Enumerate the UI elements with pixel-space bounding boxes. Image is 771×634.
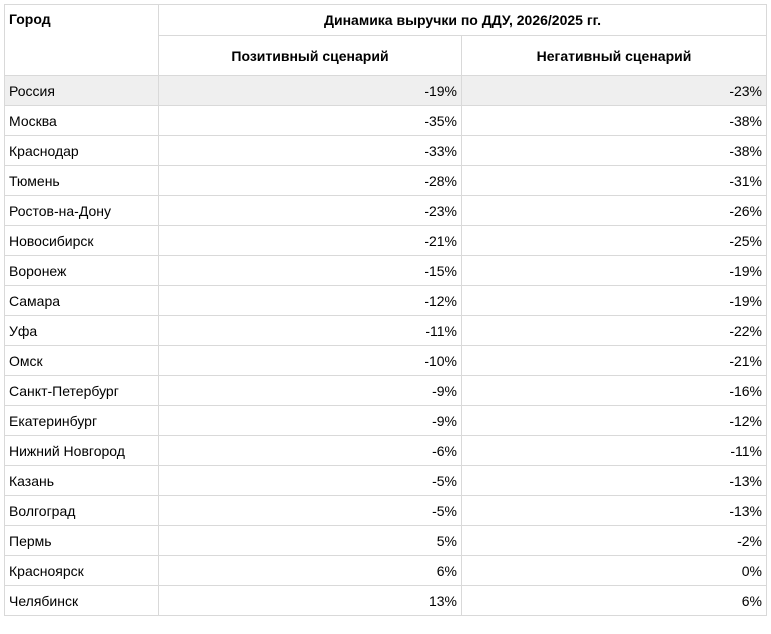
negative-scenario-cell: -12%: [462, 406, 767, 436]
positive-scenario-cell: -11%: [159, 316, 462, 346]
table-row: [5, 406, 767, 436]
city-cell: Омск: [5, 346, 159, 376]
positive-scenario-cell: -15%: [159, 256, 462, 286]
positive-scenario-header: Позитивный сценарий: [159, 36, 462, 76]
negative-scenario-cell: 6%: [462, 586, 767, 616]
table-row: [5, 76, 767, 106]
table-row: [5, 556, 767, 586]
positive-scenario-cell: -21%: [159, 226, 462, 256]
negative-scenario-cell: -25%: [462, 226, 767, 256]
positive-scenario-cell: -9%: [159, 376, 462, 406]
table-row: [5, 496, 767, 526]
negative-scenario-cell: -13%: [462, 466, 767, 496]
negative-scenario-cell: -2%: [462, 526, 767, 556]
header-row-group: [5, 5, 767, 36]
table-row: [5, 256, 767, 286]
city-cell: Челябинск: [5, 586, 159, 616]
city-cell: Екатеринбург: [5, 406, 159, 436]
city-cell: Воронеж: [5, 256, 159, 286]
table-row: [5, 466, 767, 496]
positive-scenario-cell: -28%: [159, 166, 462, 196]
table-row: [5, 136, 767, 166]
city-cell: Волгоград: [5, 496, 159, 526]
table-row: [5, 226, 767, 256]
positive-scenario-cell: 6%: [159, 556, 462, 586]
positive-scenario-cell: 5%: [159, 526, 462, 556]
positive-scenario-cell: -12%: [159, 286, 462, 316]
positive-scenario-cell: 13%: [159, 586, 462, 616]
city-cell: Самара: [5, 286, 159, 316]
negative-scenario-header: Негативный сценарий: [462, 36, 767, 76]
city-cell: Россия: [5, 76, 159, 106]
negative-scenario-cell: -19%: [462, 256, 767, 286]
city-cell: Ростов-на-Дону: [5, 196, 159, 226]
positive-scenario-cell: -19%: [159, 76, 462, 106]
negative-scenario-cell: -38%: [462, 136, 767, 166]
positive-scenario-cell: -5%: [159, 496, 462, 526]
negative-scenario-cell: -31%: [462, 166, 767, 196]
positive-scenario-cell: -10%: [159, 346, 462, 376]
table-row: [5, 586, 767, 616]
table-row: [5, 166, 767, 196]
negative-scenario-cell: -38%: [462, 106, 767, 136]
city-cell: Тюмень: [5, 166, 159, 196]
negative-scenario-cell: -11%: [462, 436, 767, 466]
negative-scenario-cell: -23%: [462, 76, 767, 106]
city-cell: Краснодар: [5, 136, 159, 166]
positive-scenario-cell: -33%: [159, 136, 462, 166]
city-cell: Новосибирск: [5, 226, 159, 256]
table-body: [5, 76, 767, 616]
city-column-header: Город: [5, 5, 159, 76]
table-row: [5, 346, 767, 376]
positive-scenario-cell: -6%: [159, 436, 462, 466]
city-cell: Казань: [5, 466, 159, 496]
city-cell: Красноярск: [5, 556, 159, 586]
table-row: [5, 376, 767, 406]
positive-scenario-cell: -35%: [159, 106, 462, 136]
table-row: [5, 526, 767, 556]
table-row: [5, 436, 767, 466]
negative-scenario-cell: -16%: [462, 376, 767, 406]
city-cell: Нижний Новгород: [5, 436, 159, 466]
city-cell: Пермь: [5, 526, 159, 556]
city-cell: Санкт-Петербург: [5, 376, 159, 406]
negative-scenario-cell: -26%: [462, 196, 767, 226]
negative-scenario-cell: -21%: [462, 346, 767, 376]
city-cell: Москва: [5, 106, 159, 136]
negative-scenario-cell: -13%: [462, 496, 767, 526]
positive-scenario-cell: -23%: [159, 196, 462, 226]
revenue-dynamics-header: Динамика выручки по ДДУ, 2026/2025 гг.: [159, 5, 767, 36]
table-header: [5, 5, 767, 76]
positive-scenario-cell: -5%: [159, 466, 462, 496]
negative-scenario-cell: -22%: [462, 316, 767, 346]
table-row: [5, 286, 767, 316]
revenue-dynamics-table: [4, 4, 767, 616]
city-cell: Уфа: [5, 316, 159, 346]
table-row: [5, 106, 767, 136]
table-row: [5, 196, 767, 226]
negative-scenario-cell: -19%: [462, 286, 767, 316]
positive-scenario-cell: -9%: [159, 406, 462, 436]
negative-scenario-cell: 0%: [462, 556, 767, 586]
table-row: [5, 316, 767, 346]
